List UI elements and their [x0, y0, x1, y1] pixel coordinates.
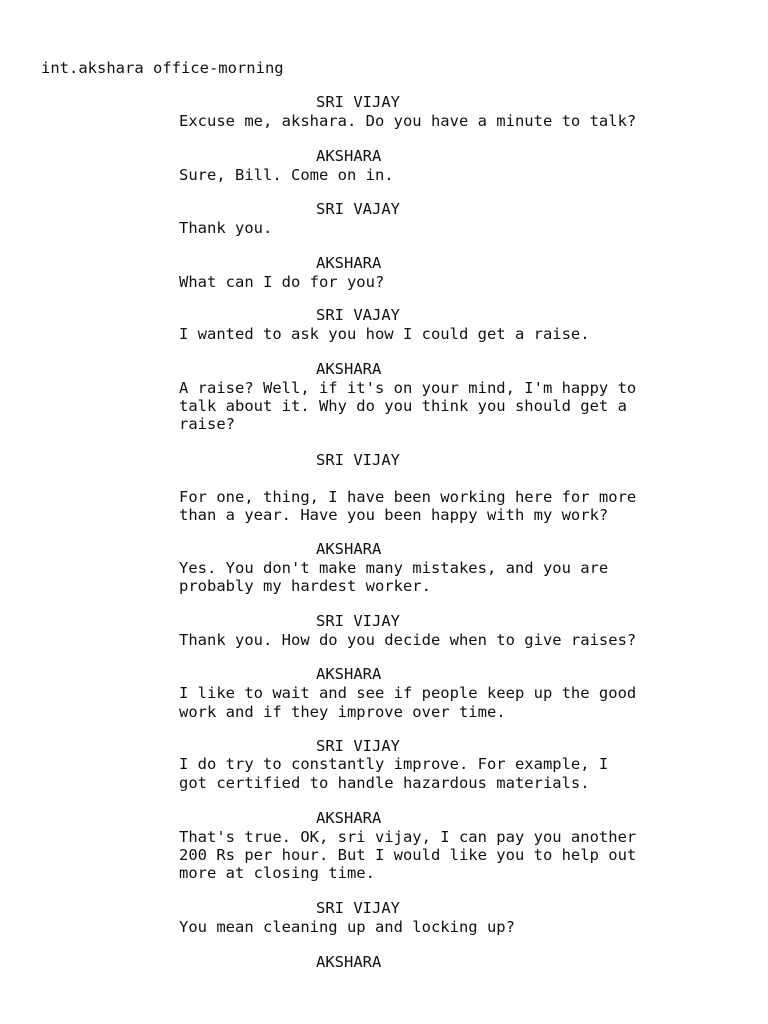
character-name: SRI VIJAY [316, 451, 400, 469]
character-name: SRI VIJAY [316, 612, 400, 630]
dialogue-line: than a year. Have you been happy with my work? [179, 506, 609, 524]
dialogue-line: What can I do for you? [179, 273, 385, 291]
scene-heading: int.akshara office-morning [41, 59, 284, 77]
dialogue-line: got certified to handle hazardous materials. [179, 774, 590, 792]
character-name: AKSHARA [316, 254, 382, 272]
dialogue-line: talk about it. Why do you think you should get a [179, 397, 627, 415]
dialogue-line: A raise? Well, if it's on your mind, I'm happy to [179, 379, 637, 397]
dialogue-line: Yes. You don't make many mistakes, and you are [179, 559, 609, 577]
character-name: SRI VIJAY [316, 899, 400, 917]
character-name: AKSHARA [316, 540, 382, 558]
character-name: SRI VAJAY [316, 306, 400, 324]
dialogue-line: I wanted to ask you how I could get a raise. [179, 325, 590, 343]
character-name: AKSHARA [316, 809, 382, 827]
character-name: AKSHARA [316, 953, 382, 971]
character-name: AKSHARA [316, 147, 382, 165]
character-name: SRI VIJAY [316, 737, 400, 755]
character-name: SRI VAJAY [316, 200, 400, 218]
dialogue-line: I like to wait and see if people keep up the good [179, 684, 637, 702]
character-name: AKSHARA [316, 360, 382, 378]
character-name: AKSHARA [316, 665, 382, 683]
dialogue-line: Excuse me, akshara. Do you have a minute to talk? [179, 112, 637, 130]
dialogue-line: raise? [179, 415, 235, 433]
dialogue-line: more at closing time. [179, 864, 375, 882]
dialogue-line: Thank you. How do you decide when to give raises? [179, 631, 637, 649]
dialogue-line: That's true. OK, sri vijay, I can pay you another [179, 828, 637, 846]
character-name: SRI VIJAY [316, 93, 400, 111]
dialogue-line: Sure, Bill. Come on in. [179, 166, 394, 184]
dialogue-line: Thank you. [179, 219, 273, 237]
dialogue-line: 200 Rs per hour. But I would like you to help out [179, 846, 637, 864]
dialogue-line: I do try to constantly improve. For example, I [179, 755, 609, 773]
dialogue-line: You mean cleaning up and locking up? [179, 918, 515, 936]
dialogue-line: For one, thing, I have been working here for more [179, 488, 637, 506]
dialogue-line: probably my hardest worker. [179, 577, 431, 595]
dialogue-line: work and if they improve over time. [179, 703, 506, 721]
